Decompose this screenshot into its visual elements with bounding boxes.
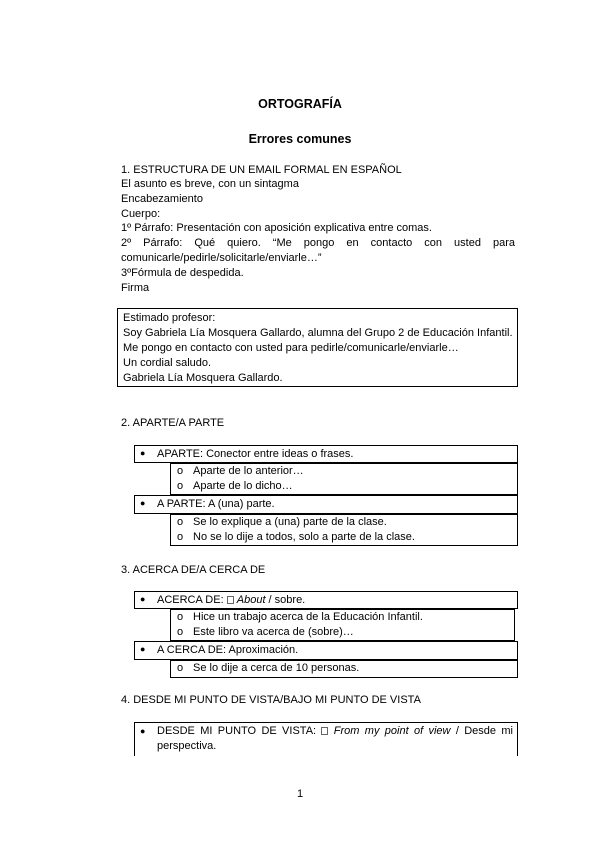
sub-bullet-icon: o	[177, 516, 184, 528]
section-2-heading: 2. APARTE/A PARTE	[121, 417, 225, 429]
italic-term: From my point of view	[333, 725, 451, 737]
bullet-icon: ●	[140, 594, 146, 604]
email-line: Soy Gabriela Lía Mosquera Gallardo, alumna del Grupo 2 de Educación Infantil.	[123, 327, 513, 339]
square-symbol-icon	[321, 727, 328, 735]
bullet-icon: ●	[140, 726, 146, 736]
list-item: Se lo dije a cerca de 10 personas.	[193, 662, 360, 674]
s1-line: Firma	[121, 282, 150, 294]
list-item: Se lo explique a (una) parte de la clase.	[193, 516, 387, 528]
s1-line: 2º Párrafo: Qué quiero. “Me pongo en contacto con usted para	[121, 237, 515, 249]
bullet-icon: ●	[140, 498, 146, 508]
bullet-suffix: / sobre.	[265, 594, 306, 606]
email-example-box	[117, 308, 518, 387]
list-item: Aparte de lo dicho…	[193, 480, 293, 492]
s1-line: 1º Párrafo: Presentación con aposición explicativa entre comas.	[121, 222, 432, 234]
bullet-row	[134, 591, 518, 609]
list-item: Hice un trabajo acerca de la Educación Infantil.	[193, 611, 423, 623]
sub-list-box	[170, 660, 518, 678]
list-item: Este libro va acerca de (sobre)…	[193, 626, 354, 638]
bullet-text: APARTE: Conector entre ideas o frases.	[157, 448, 354, 460]
italic-term: About	[236, 594, 266, 606]
bullet-text	[157, 594, 305, 606]
bullet-icon: ●	[140, 448, 146, 458]
page-title: ORTOGRAFÍA	[258, 97, 342, 111]
bullet-text-continued: perspectiva.	[157, 740, 217, 752]
bullet-row	[134, 722, 518, 756]
section-1-heading: 1. ESTRUCTURA DE UN EMAIL FORMAL EN ESPAÑOL	[121, 164, 402, 176]
page-number: 1	[296, 788, 304, 800]
email-line: Estimado profesor:	[123, 312, 216, 324]
page-subtitle: Errores comunes	[248, 132, 352, 146]
bullet-label: DESDE MI PUNTO DE VISTA:	[157, 725, 322, 737]
bullet-icon: ●	[140, 644, 146, 654]
email-line: Gabriela Lía Mosquera Gallardo.	[123, 372, 283, 384]
bullet-text: A PARTE: A (una) parte.	[157, 498, 275, 510]
sub-bullet-icon: o	[177, 626, 184, 638]
s1-line: El asunto es breve, con un sintagma	[121, 178, 299, 190]
section-3-heading: 3. ACERCA DE/A CERCA DE	[121, 564, 266, 576]
sub-list-box	[170, 463, 518, 495]
sub-bullet-icon: o	[177, 480, 184, 492]
sub-bullet-icon: o	[177, 611, 184, 623]
bullet-label: ACERCA DE:	[157, 594, 227, 606]
list-item: No se lo dije a todos, solo a parte de la clase.	[193, 531, 415, 543]
sub-bullet-icon: o	[177, 662, 184, 674]
bullet-text	[157, 725, 513, 737]
s1-line: comunicarle/pedirle/solicitarle/enviarle…”	[121, 252, 322, 264]
bullet-row	[134, 495, 518, 514]
sub-list-box	[170, 609, 515, 641]
email-line: Un cordial saludo.	[123, 357, 212, 369]
sub-bullet-icon: o	[177, 531, 184, 543]
email-line: Me pongo en contacto con usted para pedirle/comunicarle/enviarle…	[123, 342, 459, 354]
sub-list-box	[170, 514, 518, 546]
s1-line: Cuerpo:	[121, 208, 161, 220]
section-4-heading: 4. DESDE MI PUNTO DE VISTA/BAJO MI PUNTO DE VISTA	[121, 694, 421, 706]
sub-bullet-icon: o	[177, 465, 184, 477]
bullet-suffix: / Desde mi	[450, 725, 513, 737]
square-symbol-icon	[227, 596, 234, 604]
s1-line: 3ºFórmula de despedida.	[121, 267, 244, 279]
bullet-row	[134, 641, 518, 660]
s1-line: Encabezamiento	[121, 193, 203, 205]
list-item: Aparte de lo anterior…	[193, 465, 304, 477]
bullet-text: A CERCA DE: Aproximación.	[157, 644, 299, 656]
bullet-row	[134, 445, 518, 463]
